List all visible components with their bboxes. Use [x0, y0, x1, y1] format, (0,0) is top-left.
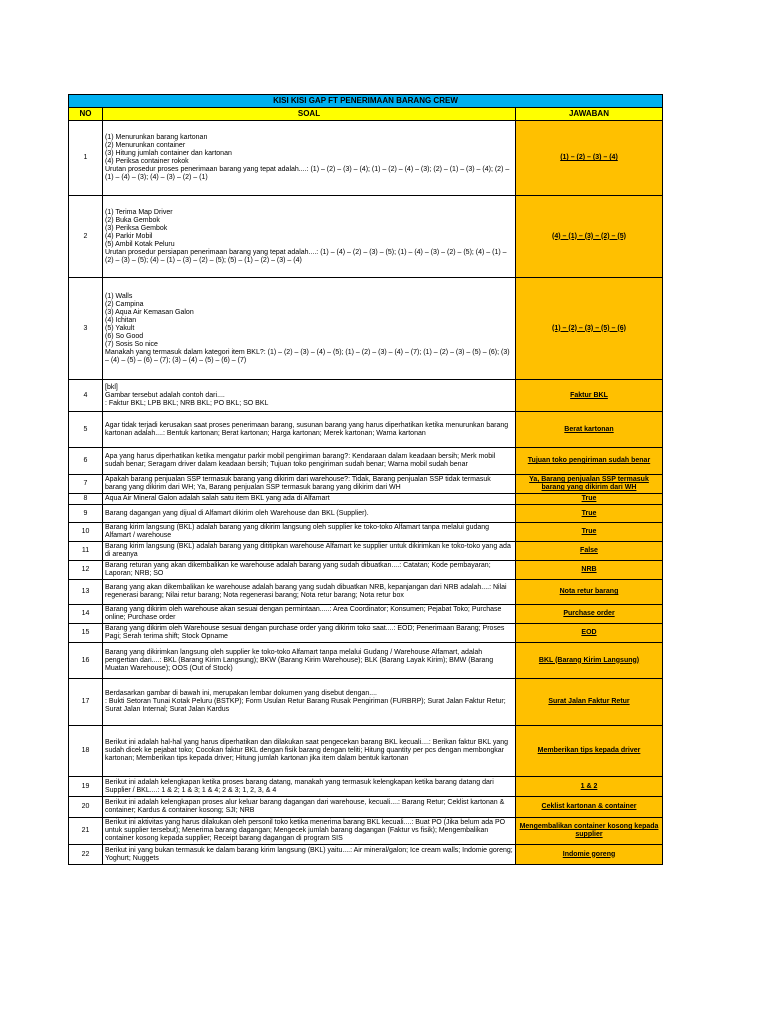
answer-text: Tujuan toko pengiriman sudah benar	[516, 448, 663, 475]
answer-text: 1 & 2	[516, 777, 663, 797]
answer-text: Nota retur barang	[516, 580, 663, 605]
row-number: 9	[69, 505, 103, 523]
row-number: 12	[69, 561, 103, 580]
row-number: 4	[69, 380, 103, 412]
table-row	[69, 580, 663, 605]
table-row	[69, 278, 663, 380]
row-number: 6	[69, 448, 103, 475]
answer-text: Purchase order	[516, 605, 663, 624]
question-text: Berikut ini adalah kelengkapan proses alur keluar barang dagangan dari warehouse, kecuali....: Barang Retur; Ceklist kartonan & container; Kardus & container kosong; SJI; NRB	[103, 797, 516, 818]
answer-text: True	[516, 505, 663, 523]
header-no: NO	[69, 108, 103, 121]
row-number: 1	[69, 121, 103, 196]
question-text: Apa yang harus diperhatikan ketika mengatur parkir mobil pengiriman barang?: Kendaraan dalam keadaan bersih; Merk mobil sudah benar; Seragam driver dalam keadaan bersih; Tujuan toko pengiriman sudah benar; Warna mobil sudah benar	[103, 448, 516, 475]
question-text: Barang yang dikirimkan langsung oleh supplier ke toko-toko Alfamart tanpa melalui Gudang / Warehouse Alfamart, adalah pengertian dari....: BKL (Barang Kirim Langsung); BKW (Barang Kirim Warehouse); BLK (Barang Layak Kirim); BMW (Barang Muatan Warehouse); OOS (Out of Stock)	[103, 643, 516, 679]
answer-text: Ya, Barang penjualan SSP termasuk barang yang dikirim dari WH	[516, 475, 663, 494]
table-row	[69, 412, 663, 448]
table-row	[69, 475, 663, 494]
row-number: 15	[69, 624, 103, 643]
question-text: Berikut ini adalah kelengkapan ketika proses barang datang, manakah yang termasuk kelengkapan ketika barang datang dari Supplier / BKL....: 1 & 2; 1 & 3; 1 & 4; 2 & 3; 1, 2, 3, & 4	[103, 777, 516, 797]
row-number: 17	[69, 679, 103, 726]
row-number: 14	[69, 605, 103, 624]
answer-text: (1) – (2) – (3) – (5) – (6)	[516, 278, 663, 380]
table-row	[69, 196, 663, 278]
question-text: (1) Terima Map Driver (2) Buka Gembok (3) Periksa Gembok (4) Parkir Mobil (5) Ambil Kotak Peluru Urutan prosedur persiapan penerimaan barang yang tepat adalah....: (1) – (4) – (2) – (3) – (5); (1) – (4) – (3) – (2) – (5); (4) – (1) – (2) – (3) – (5); (4) – (1) – (3) – (2) – (5); (5) – (1) – (2) – (3) – (4)	[103, 196, 516, 278]
answer-text: True	[516, 523, 663, 542]
answer-text: BKL (Barang Kirim Langsung)	[516, 643, 663, 679]
question-text: Agar tidak terjadi kerusakan saat proses penerimaan barang, susunan barang yang harus diperhatikan ketika menurunkan barang kartonan adalah....: Bentuk kartonan; Berat kartonan; Harga kartonan; Merek kartonan; Warna kartonan	[103, 412, 516, 448]
table-row	[69, 494, 663, 505]
row-number: 5	[69, 412, 103, 448]
table-row	[69, 797, 663, 818]
row-number: 16	[69, 643, 103, 679]
table-row	[69, 121, 663, 196]
table-row	[69, 380, 663, 412]
row-number: 7	[69, 475, 103, 494]
row-number: 22	[69, 845, 103, 865]
question-text: Aqua Air Mineral Galon adalah salah satu item BKL yang ada di Alfamart	[103, 494, 516, 505]
table-row	[69, 505, 663, 523]
answer-text: Faktur BKL	[516, 380, 663, 412]
row-number: 10	[69, 523, 103, 542]
answer-text: Indomie goreng	[516, 845, 663, 865]
table-row	[69, 845, 663, 865]
table-row	[69, 643, 663, 679]
row-number: 3	[69, 278, 103, 380]
question-text: Barang returan yang akan dikembalikan ke warehouse adalah barang yang sudah dibuatkan....: Catatan; Kode pembayaran; Laporan; NRB; SO	[103, 561, 516, 580]
question-text: Apakah barang penjualan SSP termasuk barang yang dikirim dari warehouse?: Tidak, Barang penjualan SSP tidak termasuk barang yang dikirim dari WH; Ya, Barang penjualan SSP termasuk barang yang dikirim dari WH	[103, 475, 516, 494]
answer-text: EOD	[516, 624, 663, 643]
row-number: 19	[69, 777, 103, 797]
table-row	[69, 561, 663, 580]
table-row	[69, 624, 663, 643]
question-text: Barang dagangan yang dijual di Alfamart dikirim oleh Warehouse dan BKL (Supplier).	[103, 505, 516, 523]
header-soal: SOAL	[103, 108, 516, 121]
question-text: Barang yang dikirim oleh Warehouse sesuai dengan purchase order yang dikirim toko saat....: EOD; Penerimaan Barang; Proses Pagi; Serah terima shift; Stock Opname	[103, 624, 516, 643]
answer-text: True	[516, 494, 663, 505]
answer-text: Memberikan tips kepada driver	[516, 726, 663, 777]
question-text: Berikut ini adalah hal-hal yang harus diperhatikan dan dilakukan saat pengecekan barang BKL kecuali....: Berikan faktur BKL yang sudah dicek ke pejabat toko; Cocokan faktur BKL dengan fisik barang dengan teliti; Hitung quantity per pcs dengan membongkar kartonan; Memberikan tips kepada driver; Hitung jumlah kartonan jika item dalam bentuk kartonan	[103, 726, 516, 777]
table-row	[69, 605, 663, 624]
answer-text: Surat Jalan Faktur Retur	[516, 679, 663, 726]
table-row	[69, 542, 663, 561]
question-text: Barang kirim langsung (BKL) adalah barang yang dititipkan warehouse Alfamart ke supplier untuk dikirimkan ke toko-toko yang ada di areanya	[103, 542, 516, 561]
row-number: 20	[69, 797, 103, 818]
table-row	[69, 679, 663, 726]
row-number: 8	[69, 494, 103, 505]
table-row	[69, 777, 663, 797]
sheet-title: KISI KISI GAP FT PENERIMAAN BARANG CREW	[69, 95, 663, 108]
answer-text: False	[516, 542, 663, 561]
question-text: Berdasarkan gambar di bawah ini, merupakan lembar dokumen yang disebut dengan.... : Bukti Setoran Tunai Kotak Peluru (BSTKP); Form Usulan Retur Barang Rusak Pengiriman (FURBRP); Surat Jalan Faktur Retur; Surat Jalan Internal; Surat Jalan Kardus	[103, 679, 516, 726]
question-table	[68, 94, 663, 865]
question-text: Barang yang akan dikembalikan ke warehouse adalah barang yang sudah dibuatkan NRB, kepanjangan dari NRB adalah....: Nilai regenerasi barang; Nilai retur barang; Nota regenerasi barang; Nota retur barang; Nota retur box	[103, 580, 516, 605]
answer-text: Mengembalikan container kosong kepada supplier	[516, 818, 663, 845]
question-text: (1) Walls (2) Campina (3) Aqua Air Kemasan Galon (4) Ichitan (5) Yakult (6) So Good (7) Sosis So nice Manakah yang termasuk dalam kategori item BKL?: (1) – (2) – (3) – (4) – (5); (1) – (2) – (3) – (4) – (7); (1) – (2) – (3) – (5) – (6); (3) – (4) – (5) – (6) – (7); (3) – (4) – (5) – (6) – (7)	[103, 278, 516, 380]
table-row	[69, 726, 663, 777]
answer-text: NRB	[516, 561, 663, 580]
answer-text: Berat kartonan	[516, 412, 663, 448]
answer-text: Ceklist kartonan & container	[516, 797, 663, 818]
question-text: [bkl] Gambar tersebut adalah contoh dari.... : Faktur BKL; LPB BKL; NRB BKL; PO BKL; SO BKL	[103, 380, 516, 412]
table-row	[69, 818, 663, 845]
row-number: 18	[69, 726, 103, 777]
table-row	[69, 523, 663, 542]
row-number: 21	[69, 818, 103, 845]
question-text: (1) Menurunkan barang kartonan (2) Menurunkan container (3) Hitung jumlah container dan kartonan (4) Periksa container rokok Urutan prosedur proses penerimaan barang yang tepat adalah....: (1) – (2) – (3) – (4); (1) – (2) – (4) – (3); (2) – (1) – (3) – (4); (2) – (1) – (4) – (3); (4) – (3) – (2) – (1)	[103, 121, 516, 196]
row-number: 11	[69, 542, 103, 561]
table-row	[69, 448, 663, 475]
question-text: Barang kirim langsung (BKL) adalah barang yang dikirim langsung oleh supplier ke toko-toko Alfamart tanpa melalui gudang Alfamart / warehouse	[103, 523, 516, 542]
row-number: 13	[69, 580, 103, 605]
row-number: 2	[69, 196, 103, 278]
question-text: Barang yang dikirim oleh warehouse akan sesuai dengan permintaan.....: Area Coordinator; Konsumen; Pejabat Toko; Purchase online; Purchase order	[103, 605, 516, 624]
header-jawaban: JAWABAN	[516, 108, 663, 121]
question-text: Berikut ini aktivitas yang harus dilakukan oleh personil toko ketika menerima barang BKL kecuali....: Buat PO (Jika belum ada PO untuk supplier tersebut); Menerima barang dagangan; Mengecek jumlah barang dagangan (Faktur vs fisik); Mengembalikan container kosong kepada supplier; Receipt barang dagangan di program SIS	[103, 818, 516, 845]
answer-text: (4) – (1) – (3) – (2) – (5)	[516, 196, 663, 278]
question-text: Berikut ini yang bukan termasuk ke dalam barang kirim langsung (BKL) yaitu....: Air mineral/galon; Ice cream walls; Indomie goreng; Yoghurt; Nuggets	[103, 845, 516, 865]
answer-text: (1) – (2) – (3) – (4)	[516, 121, 663, 196]
